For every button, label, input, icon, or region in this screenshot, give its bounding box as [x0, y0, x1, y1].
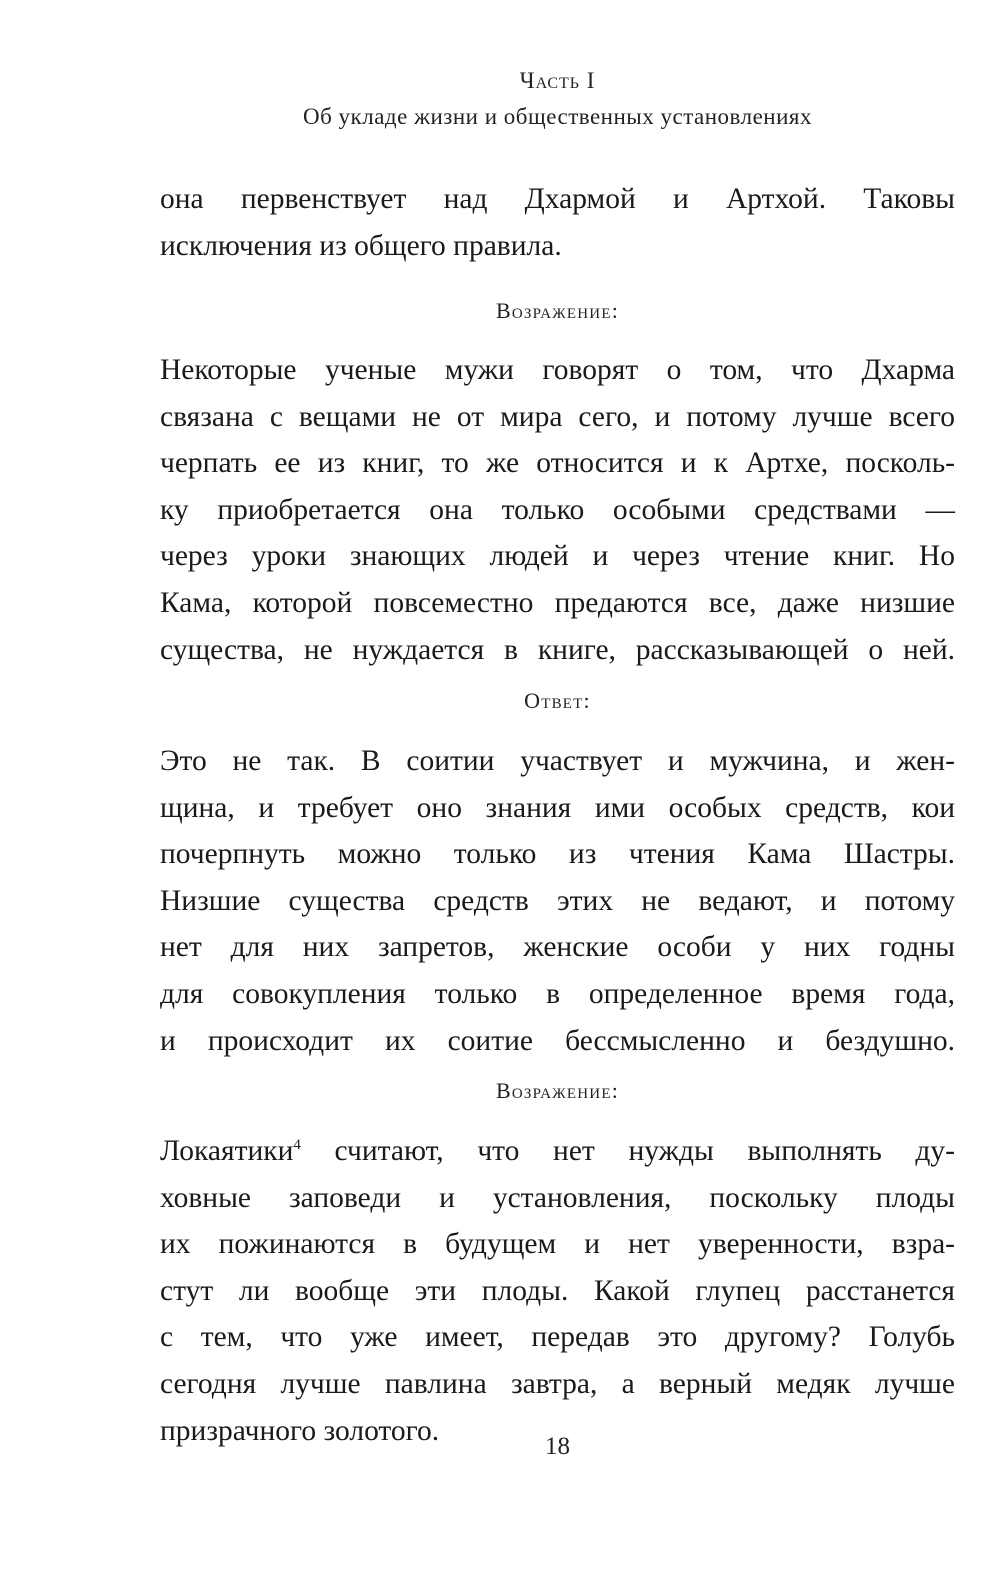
paragraph-3 — [160, 738, 955, 1064]
paragraph-1 — [160, 176, 955, 269]
text-line: Низшие существа средств этих не ведают, и потому — [160, 884, 955, 917]
term-lokayatiki: Локаятики — [160, 1135, 294, 1167]
text-line: их пожинаются в будущем и нет уверенности, взра- — [160, 1228, 955, 1261]
text-span: считают, что нет нужды выполнять ду- — [300, 1135, 955, 1167]
text-line: Некоторые ученые мужи говорят о том, что Дхарма — [160, 354, 955, 386]
text-line: для совокупления только в определенное время года, — [160, 977, 955, 1010]
text-line: она первенствует над Дхармой и Артхой. Таковы — [160, 183, 955, 215]
paragraph-2 — [160, 347, 955, 673]
section-label-objection: Возражение: — [495, 298, 620, 323]
text-line: через уроки знающих людей и через чтение книг. Но — [160, 540, 955, 573]
section-label-answer: Ответ: — [524, 688, 591, 713]
part-subtitle: Об укладе жизни и общественных установлениях — [303, 104, 812, 129]
text-line: с тем, что уже имеет, передав это другому? Голубь — [160, 1321, 955, 1354]
page-number: 18 — [545, 1433, 570, 1460]
text-line: ку приобретается она только особыми средствами — — [160, 493, 955, 526]
text-line: связана с вещами не от мира сего, и потому лучше всего — [160, 400, 955, 433]
text-line: щина, и требует оно знания ими особых средств, кои — [160, 791, 955, 824]
text-line: ховные заповеди и установления, поскольку плоды — [160, 1181, 955, 1214]
paragraph-4 — [160, 1128, 955, 1454]
text-line: нет для них запретов, женские особи у них годны — [160, 931, 955, 964]
part-title: Часть I — [519, 68, 596, 93]
text-line: Это не так. В соитии участвует и мужчина, и жен- — [160, 745, 955, 777]
text-line: призрачного золотого. — [160, 1414, 440, 1447]
text-line: Кама, которой повсеместно предаются все, даже низшие — [160, 586, 955, 619]
text-line: сегодня лучше павлина завтра, а верный медяк лучше — [160, 1367, 955, 1400]
text-line: черпать ее из книг, то же относится и к Артхе, посколь- — [160, 447, 955, 480]
text-line: и происходит их соитие бессмысленно и бездушно. — [160, 1024, 955, 1057]
text-line: почерпнуть можно только из чтения Кама Шастры. — [160, 838, 955, 871]
text-line: исключения из общего правила. — [160, 229, 562, 262]
footnote-marker[interactable]: 4 — [293, 1137, 301, 1154]
text-line: стут ли вообще эти плоды. Какой глупец расстанется — [160, 1274, 955, 1307]
text-line — [160, 1128, 955, 1175]
section-label-objection: Возражение: — [495, 1078, 620, 1103]
text-line: существа, не нуждается в книге, рассказывающей о ней. — [160, 633, 955, 666]
